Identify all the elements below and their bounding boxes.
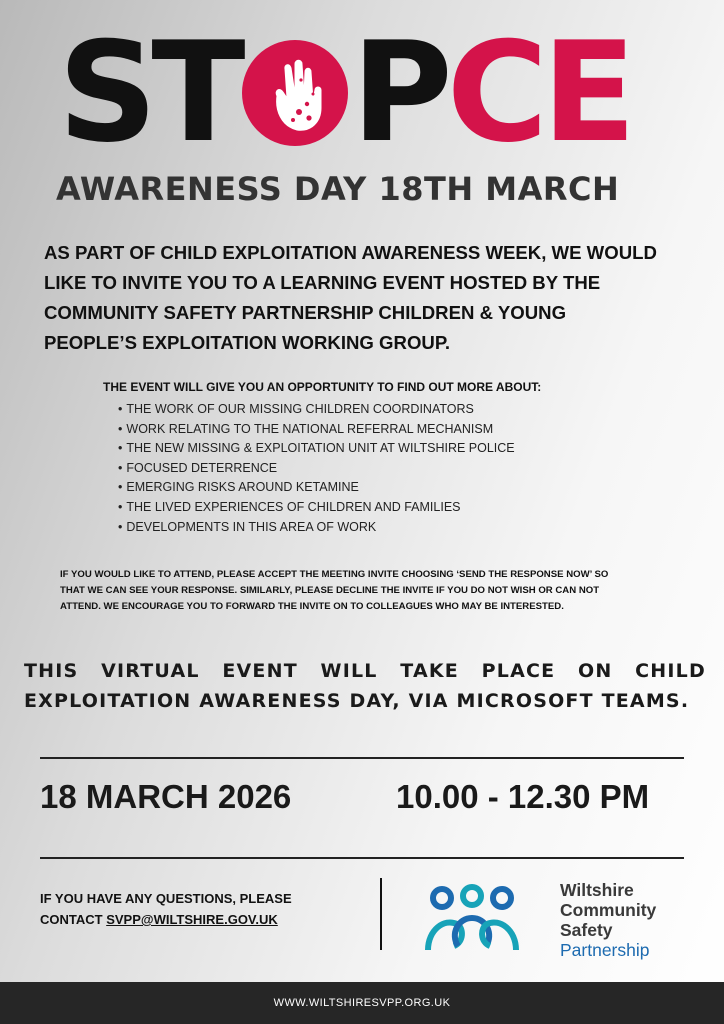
- contact-line-1: IF YOU HAVE ANY QUESTIONS, PLEASE: [40, 891, 292, 906]
- partner-line-1: Wiltshire: [560, 880, 634, 900]
- contact-info: [40, 888, 292, 930]
- event-date: 18 MARCH 2026: [40, 778, 292, 815]
- virtual-word: VIRTUAL: [101, 660, 200, 682]
- logo-text-ce: CE: [446, 11, 631, 173]
- virtual-line-1: [24, 656, 706, 686]
- top-divider: [40, 757, 684, 759]
- rsvp-line: IF YOU WOULD LIKE TO ATTEND, PLEASE ACCEPT THE MEETING INVITE CHOOSING ‘SEND THE RESPONSE NOW’ SO: [60, 569, 609, 580]
- intro-paragraph: [44, 238, 704, 358]
- website-link[interactable]: WWW.WILTSHIRESVPP.ORG.UK: [273, 997, 451, 1009]
- virtual-word: ON: [577, 660, 613, 682]
- virtual-word: WILL: [320, 660, 378, 682]
- contact-prefix: CONTACT: [40, 912, 107, 927]
- virtual-line-2: EXPLOITATION AWARENESS DAY, VIA MICROSOFT TEAMS.: [24, 690, 690, 712]
- virtual-word: PLACE: [481, 660, 556, 682]
- logo-text-st: ST: [58, 11, 240, 173]
- partner-line-3: Safety: [560, 920, 613, 940]
- partner-line-2: Community: [560, 900, 657, 920]
- virtual-event-notice: [24, 656, 706, 716]
- rsvp-line: THAT WE CAN SEE YOUR RESPONSE. SIMILARLY, PLEASE DECLINE THE INVITE IF YOU DO NOT WISH OR CAN NOT: [60, 585, 600, 596]
- virtual-word: EVENT: [222, 660, 298, 682]
- intro-line: PEOPLE’S EXPLOITATION WORKING GROUP.: [44, 332, 451, 353]
- intro-line: AS PART OF CHILD EXPLOITATION AWARENESS WEEK, WE WOULD: [44, 242, 657, 263]
- rsvp-line: ATTEND. WE ENCOURAGE YOU TO FORWARD THE INVITE ON TO COLLEAGUES WHO MAY BE INTERESTED.: [60, 601, 564, 612]
- intro-line: COMMUNITY SAFETY PARTNERSHIP CHILDREN & YOUNG: [44, 302, 567, 323]
- event-time: 10.00 - 12.30 PM: [396, 778, 650, 815]
- footer-bar: [0, 982, 724, 1024]
- list-item: • THE WORK OF OUR MISSING CHILDREN COORDINATORS: [118, 400, 515, 420]
- email-link[interactable]: SVPP@WILTSHIRE.GOV.UK: [106, 912, 278, 927]
- intro-line: LIKE TO INVITE YOU TO A LEARNING EVENT HOSTED BY THE: [44, 272, 601, 293]
- people-group-icon: [424, 884, 520, 954]
- contact-line-2: [40, 909, 292, 930]
- virtual-word: TAKE: [400, 660, 459, 682]
- list-item: • THE NEW MISSING & EXPLOITATION UNIT AT WILTSHIRE POLICE: [118, 439, 515, 459]
- rsvp-instructions: [60, 567, 670, 615]
- event-heading: THE EVENT WILL GIVE YOU AN OPPORTUNITY TO FIND OUT MORE ABOUT:: [103, 380, 542, 394]
- list-item: • FOCUSED DETERRENCE: [118, 459, 515, 479]
- topics-list: [118, 400, 515, 537]
- awareness-day-subtitle: AWARENESS DAY 18TH MARCH: [56, 170, 620, 208]
- stop-ce-logo: [58, 11, 670, 173]
- list-item: • THE LIVED EXPERIENCES OF CHILDREN AND FAMILIES: [118, 498, 515, 518]
- hand-print-icon: [242, 40, 348, 146]
- partner-name: [560, 880, 656, 960]
- logo-text-p: P: [351, 11, 447, 173]
- list-item: • DEVELOPMENTS IN THIS AREA OF WORK: [118, 518, 515, 538]
- virtual-word: THIS: [24, 660, 79, 682]
- virtual-word: CHILD: [635, 660, 706, 682]
- bottom-divider: [40, 857, 684, 859]
- list-item: • EMERGING RISKS AROUND KETAMINE: [118, 478, 515, 498]
- vertical-divider: [380, 878, 382, 950]
- list-item: • WORK RELATING TO THE NATIONAL REFERRAL MECHANISM: [118, 420, 515, 440]
- partner-line-4: Partnership: [560, 940, 650, 960]
